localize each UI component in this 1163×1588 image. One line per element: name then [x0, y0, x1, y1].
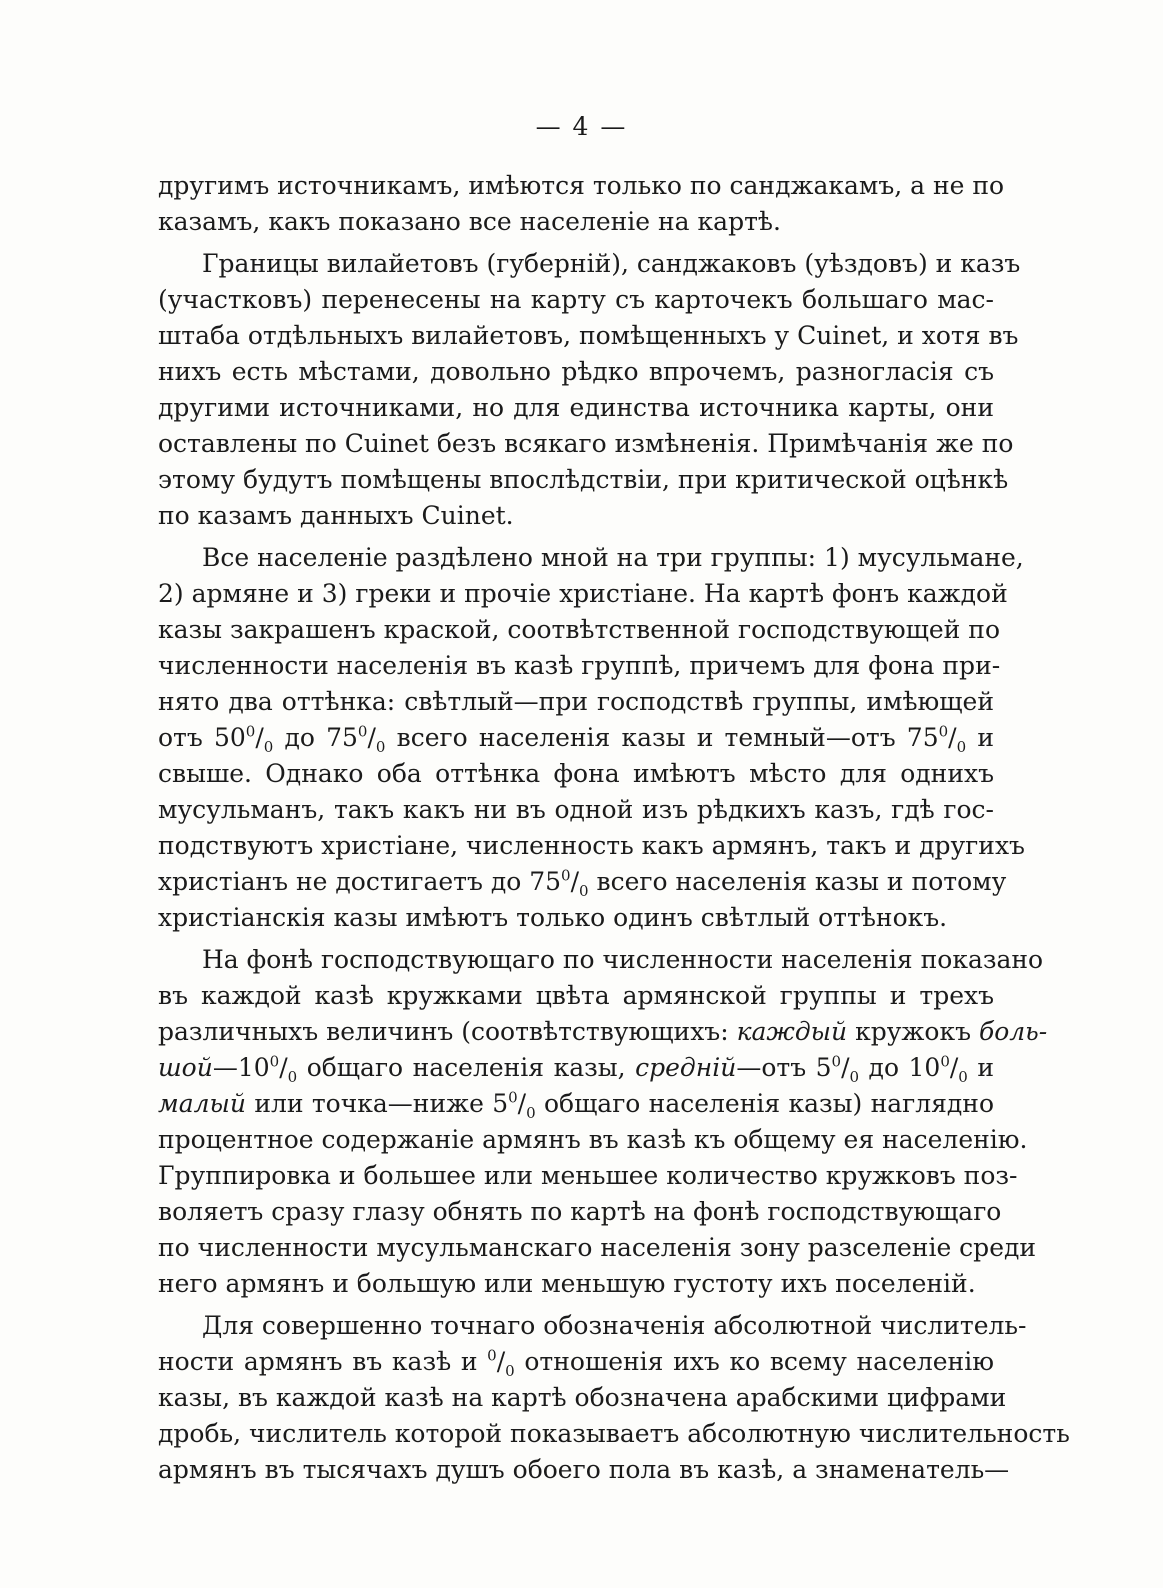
- text-line: 2) армяне и 3) греки и прочіе христіане. На картѣ фонъ каждой: [158, 579, 1008, 608]
- text-line: нихъ есть мѣстами, довольно рѣдко впрочемъ, разногласія съ: [158, 357, 994, 386]
- text-line: штаба отдѣльныхъ вилайетовъ, помѣщенныхъ у Cuinet, и хотя въ: [158, 321, 1019, 350]
- text-line: него армянъ и большую или меньшую густоту ихъ поселеній.: [158, 1269, 976, 1298]
- text-line: христіанскія казы имѣютъ только одинъ свѣтлый оттѣнокъ.: [158, 903, 948, 932]
- text-line: воляетъ сразу глазу обнять по картѣ на фонѣ господствующаго: [158, 1197, 1002, 1226]
- paragraph: [158, 942, 1048, 1302]
- text-line: по казамъ данныхъ Cuinet.: [158, 501, 514, 530]
- text-line: подствуютъ христіане, численность какъ армянъ, такъ и другихъ: [158, 831, 1025, 860]
- text-line: въ каждой казѣ кружками цвѣта армянской группы и трехъ: [158, 981, 994, 1010]
- text-line: процентное содержаніе армянъ въ казѣ къ общему ея населенію.: [158, 1125, 1028, 1154]
- paragraph: [158, 540, 1025, 936]
- page-number: — 4 —: [535, 112, 628, 141]
- text-line: численности населенія въ казѣ группѣ, причемъ для фона при-: [158, 651, 1001, 680]
- text-line: другимъ источникамъ, имѣются только по санджакамъ, а не по: [158, 171, 1005, 200]
- text-line: казы, въ каждой казѣ на картѣ обозначена арабскими цифрами: [158, 1383, 1007, 1412]
- text-line: нято два оттѣнка: свѣтлый—при господствѣ группы, имѣющей: [158, 687, 994, 716]
- text-line: по численности мусульманскаго населенія зону разселеніе среди: [158, 1233, 1037, 1262]
- text-line: Для совершенно точнаго обозначенія абсолютной числитель-: [202, 1311, 1027, 1340]
- text-line: казамъ, какъ показано все населеніе на картѣ.: [158, 207, 781, 236]
- text-line-percent: ности армянъ въ казѣ и $^0/_0$ отношенія ихъ ко всему населенію: [158, 1346, 994, 1380]
- text-line: На фонѣ господствующаго по численности населенія показано: [202, 945, 1044, 974]
- text-line-percent: отъ $50^0/_0$ до $75^0/_0$ всего населенія казы и темный—отъ $75^0/_0$ и: [158, 722, 994, 756]
- paragraph: [158, 246, 1021, 534]
- text-line-italic: различныхъ величинъ (соотвѣтствующихъ: каждый кружокъ боль-: [158, 1017, 1048, 1046]
- text-line: Границы вилайетовъ (губерній), санджаковъ (уѣздовъ) и казъ: [202, 249, 1021, 278]
- text-line: (участковъ) перенесены на карту съ карточекъ большаго мас-: [158, 285, 994, 314]
- text-line: казы закрашенъ краской, соотвѣтственной господствующей по: [158, 615, 1001, 644]
- body-text: [158, 168, 1070, 1488]
- text-line: свыше. Однако оба оттѣнка фона имѣютъ мѣсто для однихъ: [158, 759, 994, 788]
- text-line: дробь, числитель которой показываетъ абсолютную числительность: [158, 1419, 1070, 1448]
- text-line: Группировка и большее или меньшее количество кружковъ поз-: [158, 1161, 1018, 1190]
- text-line: оставлены по Cuinet безъ всякаго измѣненія. Примѣчанія же по: [158, 429, 1014, 458]
- text-line-italic: малый или точка—ниже $5^0/_0$ общаго населенія казы) наглядно: [158, 1088, 994, 1122]
- text-line: другими источниками, но для единства источника карты, они: [158, 393, 994, 422]
- text-line: Все населеніе раздѣлено мной на три группы: 1) мусульмане,: [202, 543, 1024, 572]
- paragraph: [158, 1308, 1070, 1488]
- text-line: армянъ въ тысячахъ душъ обоего пола въ казѣ, а знаменатель—: [158, 1455, 1010, 1484]
- text-line: этому будутъ помѣщены впослѣдствіи, при критической оцѣнкѣ: [158, 465, 1009, 494]
- text-line-italic: $шой—10^0/_0$ общаго населенія казы, средній—отъ $5^0/_0$ до $10^0/_0$ и: [158, 1052, 995, 1086]
- text-line: мусульманъ, такъ какъ ни въ одной изъ рѣдкихъ казъ, гдѣ гос-: [158, 795, 994, 824]
- paragraph: [158, 168, 1005, 240]
- text-line-percent: христіанъ не достигаетъ до $75^0/_0$ всего населенія казы и потому: [158, 866, 1007, 900]
